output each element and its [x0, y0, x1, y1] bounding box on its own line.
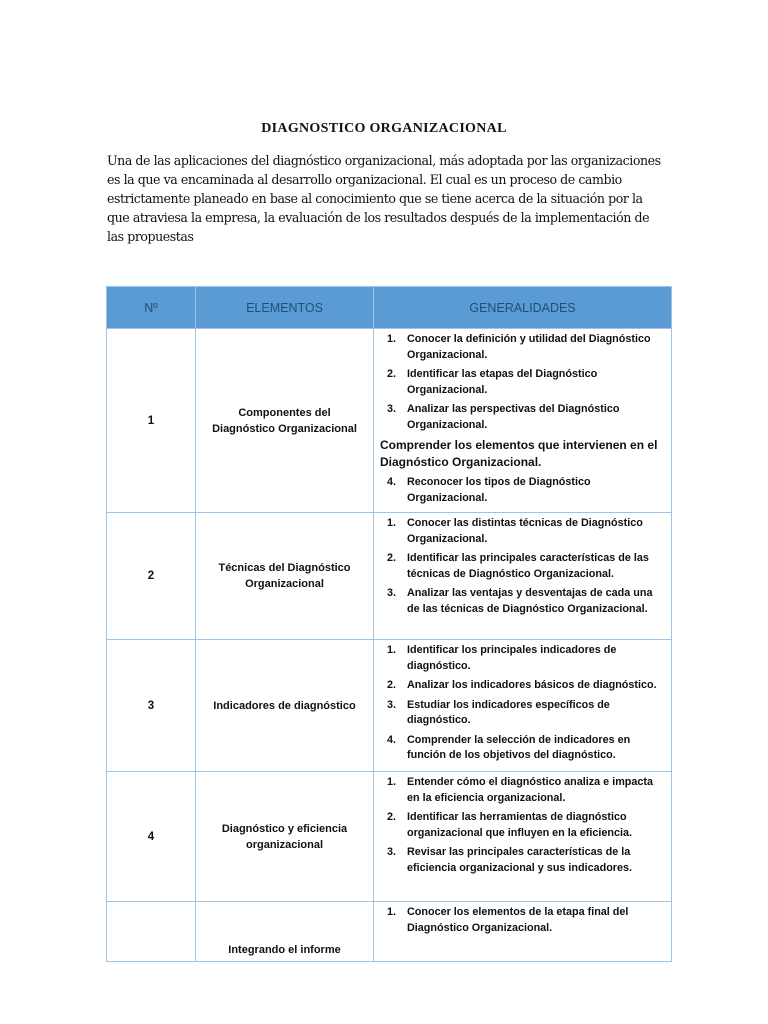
table-row	[107, 513, 672, 640]
row-generalidades	[374, 902, 672, 962]
list-item: 1. Entender cómo el diagnóstico analiza e impacta en la eficiencia organizacional.	[387, 776, 653, 804]
row-element: Integrando el informe	[196, 902, 374, 962]
list-item: 3. Revisar las principales características de la eficiencia organizacional y sus indicadores.	[387, 846, 633, 874]
row-generalidades	[374, 513, 672, 640]
header-elementos: ELEMENTOS	[196, 287, 374, 329]
row-element: Técnicas del Diagnóstico Organizacional	[196, 513, 374, 640]
list-item: 1. Identificar los principales indicadores de diagnóstico.	[387, 644, 617, 672]
list-item: 4. Reconocer los tipos de Diagnóstico Organizacional.	[387, 476, 591, 504]
table-row	[107, 640, 672, 772]
table-row	[107, 772, 672, 902]
list-item: 2. Analizar los indicadores básicos de diagnóstico.	[387, 679, 657, 691]
interlude-text: Comprender los elementos que intervienen en el Diagnóstico Organizacional.	[380, 438, 658, 469]
intro-paragraph: Una de las aplicaciones del diagnóstico organizacional, más adoptada por las organizaciones es la que va encaminada al desarrollo organizacional. El cual es un proceso de cambio estrictamente planeado en base al conocimiento que se tiene acerca de la situación por la que atraviesa la empresa, la evaluación de los resultados después de la implementación de las propuestas	[107, 153, 661, 244]
row-generalidades	[374, 772, 672, 902]
row-number: 3	[107, 640, 196, 772]
list-item: 2. Identificar las etapas del Diagnóstico Organizacional.	[387, 368, 598, 396]
header-generalidades: GENERALIDADES	[374, 287, 672, 329]
row-number: 1	[107, 329, 196, 513]
list-item: 1. Conocer las distintas técnicas de Diagnóstico Organizacional.	[387, 517, 643, 545]
list-item: 1. Conocer los elementos de la etapa final del Diagnóstico Organizacional.	[387, 906, 629, 934]
document-title: DIAGNOSTICO ORGANIZACIONAL	[261, 121, 507, 136]
row-number: 4	[107, 772, 196, 902]
list-item: 2. Identificar las herramientas de diagnóstico organizacional que influyen en la eficiencia.	[387, 811, 632, 839]
row-element: Componentes del Diagnóstico Organizacional	[196, 329, 374, 513]
list-item: 2. Identificar las principales características de las técnicas de Diagnóstico Organizacional.	[387, 552, 649, 580]
table-header-row	[107, 287, 672, 329]
list-item: 3. Analizar las perspectivas del Diagnóstico Organizacional.	[387, 403, 620, 431]
table-row	[107, 902, 672, 962]
row-element: Indicadores de diagnóstico	[196, 640, 374, 772]
table-row	[107, 329, 672, 513]
row-generalidades	[374, 329, 672, 513]
list-item: 1. Conocer la definición y utilidad del Diagnóstico Organizacional.	[387, 333, 651, 361]
list-item: 4. Comprender la selección de indicadores en función de los objetivos del diagnóstico.	[387, 733, 631, 761]
row-number	[107, 902, 196, 962]
generalidades-table	[106, 286, 672, 962]
row-element: Diagnóstico y eficiencia organizacional	[196, 772, 374, 902]
row-generalidades	[374, 640, 672, 772]
list-item: 3. Analizar las ventajas y desventajas de cada una de las técnicas de Diagnóstico Organizacional.	[387, 587, 653, 615]
list-item: 3. Estudiar los indicadores específicos de diagnóstico.	[387, 698, 610, 726]
row-number: 2	[107, 513, 196, 640]
header-numero: Nº	[107, 287, 196, 329]
